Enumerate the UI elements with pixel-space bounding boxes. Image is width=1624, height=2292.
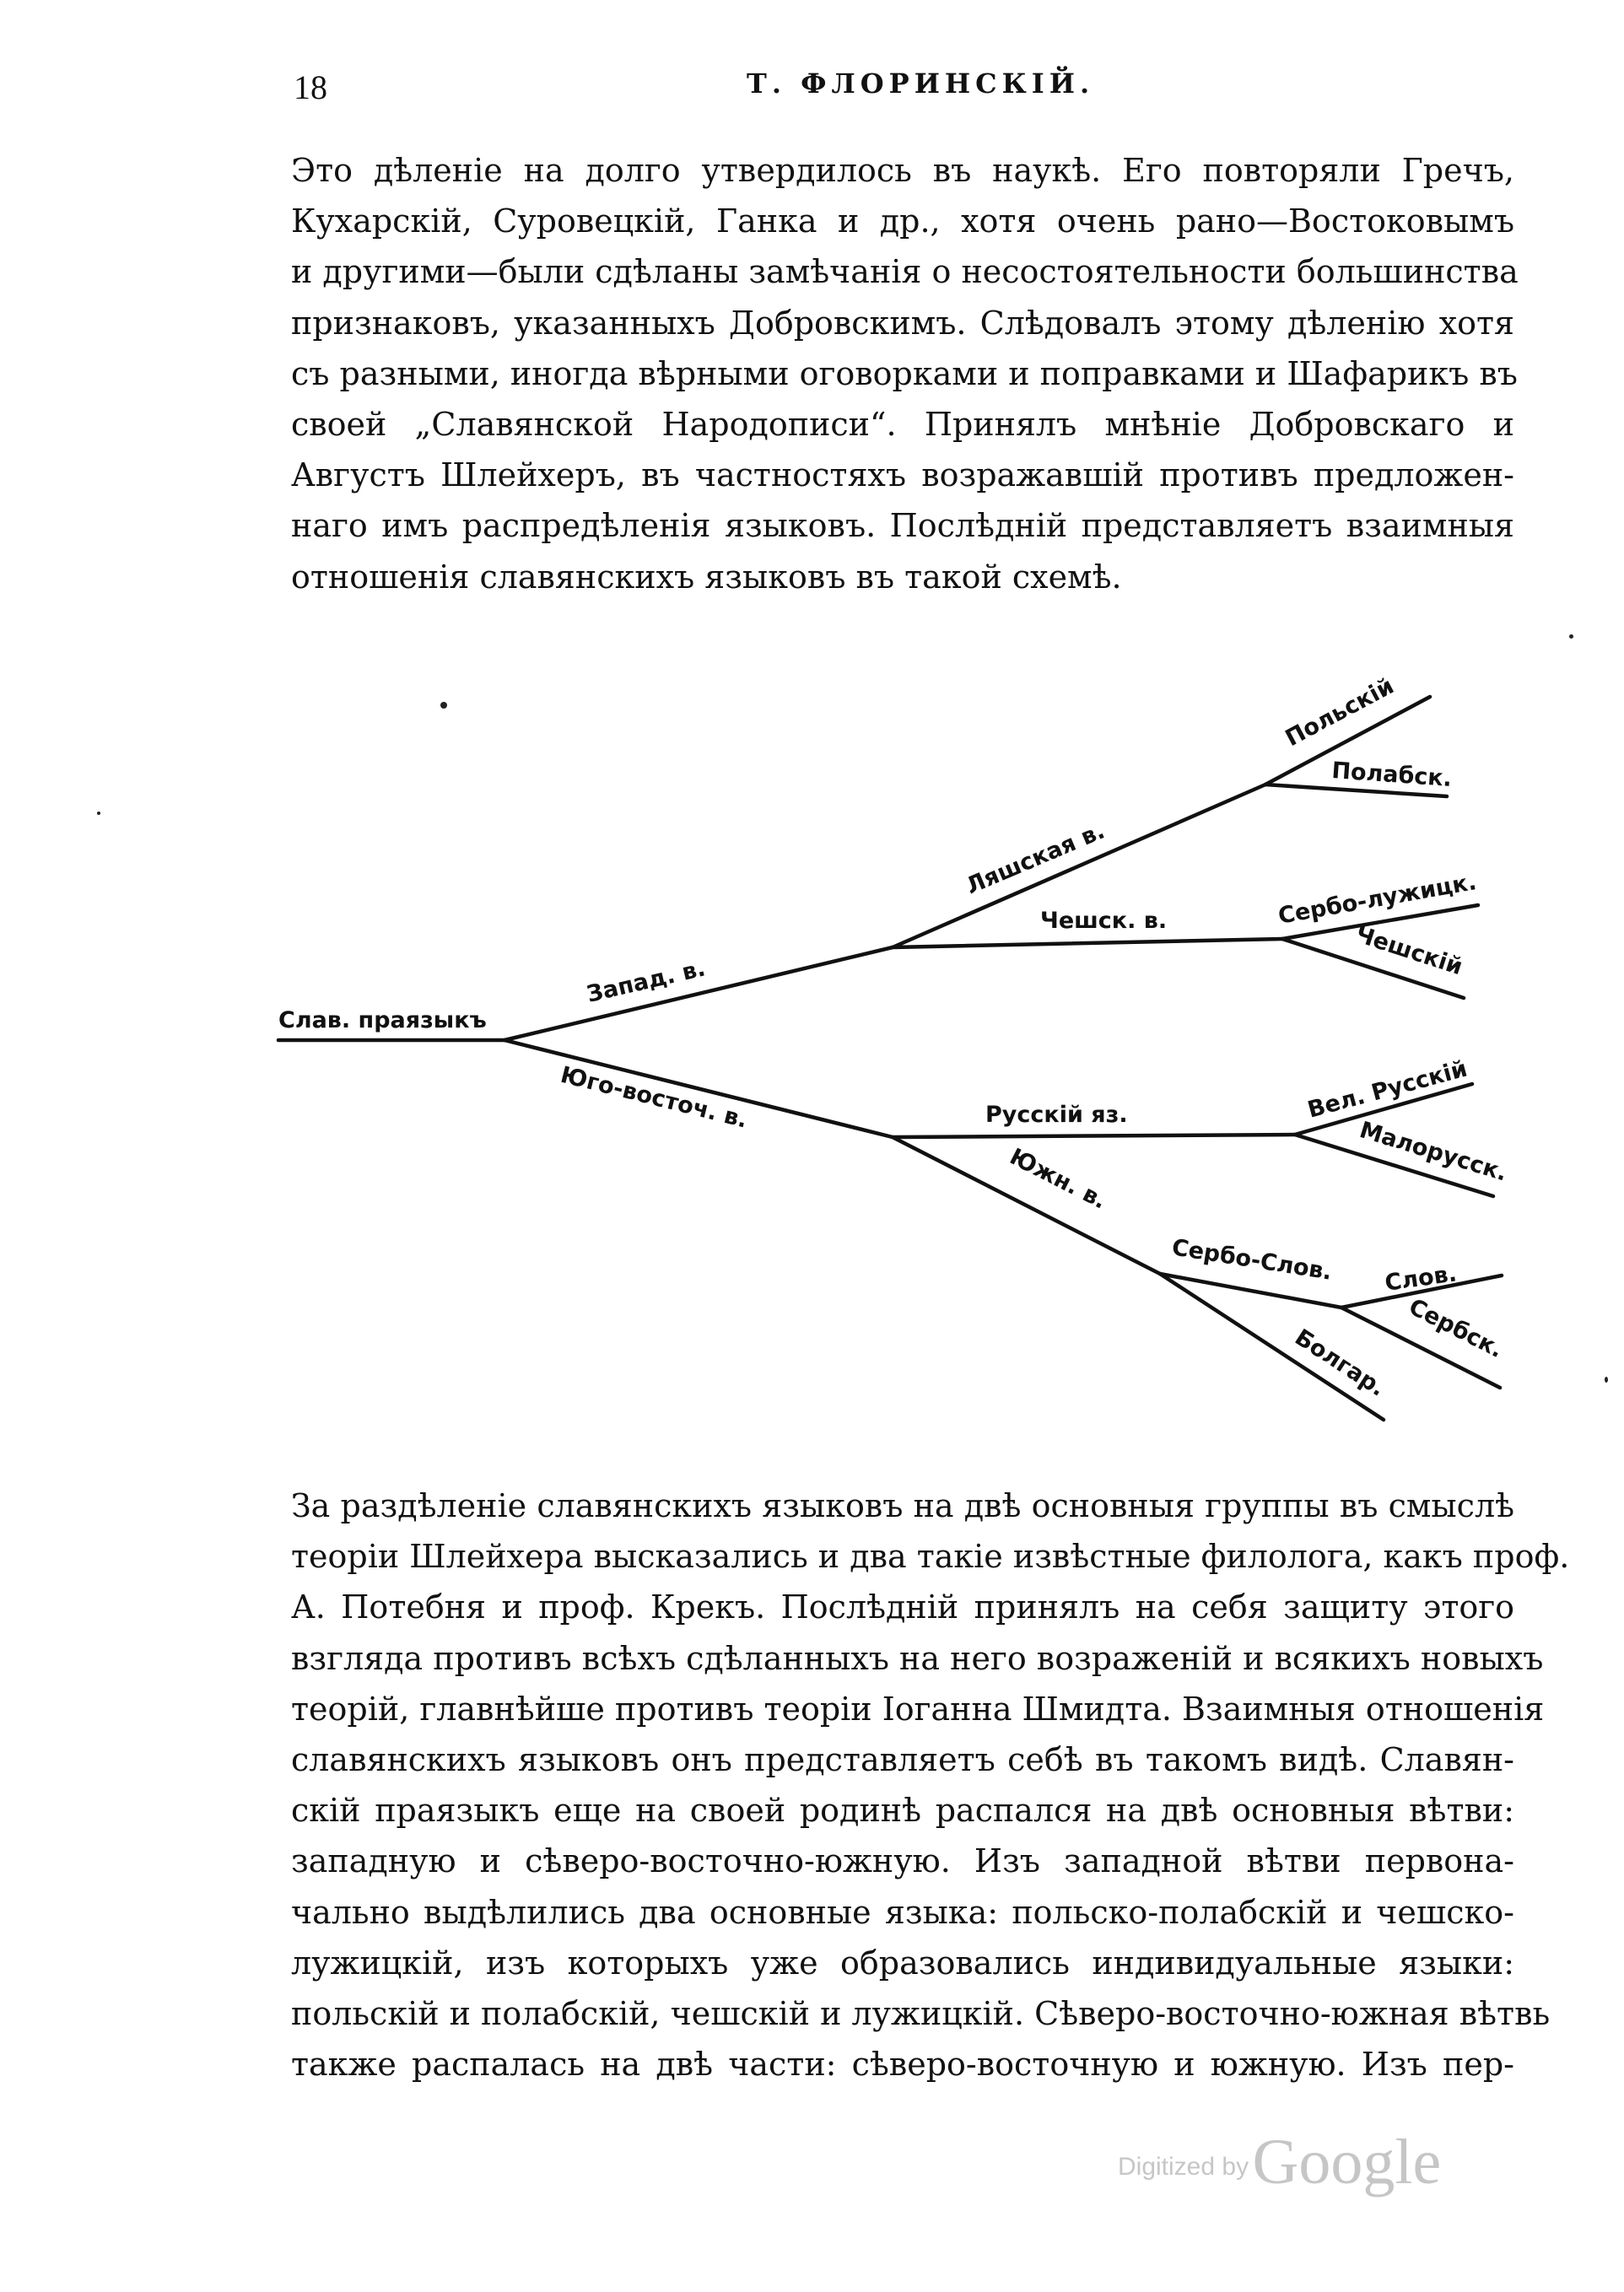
czech-label: Чешскій: [1352, 921, 1466, 981]
text-line: также распалась на двѣ части: сѣверо-восточную и южную. Изъ пер-: [291, 2046, 1514, 2084]
text-line: польскій и полабскій, чешскій и лужицкій. Сѣверо-восточно-южная вѣтвь: [291, 1995, 1551, 2033]
lechitic-label: Ляшская в.: [962, 817, 1109, 900]
slovene-label: Слов.: [1383, 1260, 1459, 1297]
scan-speck: [440, 702, 447, 709]
czech-branch-label: Чешск. в.: [1040, 908, 1168, 934]
serbian-label: Сербск.: [1404, 1293, 1508, 1364]
google-logo-text: Google: [1252, 2127, 1442, 2198]
text-line: наго имъ распредѣленія языковъ. Послѣдній представляетъ взаимныя: [291, 507, 1514, 545]
page-number: 18: [294, 68, 327, 106]
language-tree-diagram: [0, 658, 1624, 1451]
sorbian-label: Сербо-лужицк.: [1276, 869, 1479, 930]
watermark-prefix: Digitized by: [1118, 2153, 1249, 2181]
text-line: признаковъ, указанныхъ Добровскимъ. Слѣдовалъ этому дѣленію хотя: [291, 304, 1514, 342]
text-line: Августъ Шлейхеръ, въ частностяхъ возражавшій противъ предложен-: [291, 456, 1514, 494]
west-branch-label: Запад. в.: [584, 955, 709, 1008]
text-line: Кухарскій, Суровецкій, Ганка и др., хотя очень рано—Востоковымъ: [291, 202, 1514, 240]
text-line: скій праязыкъ еще на своей родинѣ распался на двѣ основныя вѣтви:: [291, 1792, 1514, 1830]
russian-line: [893, 1135, 1295, 1137]
text-line: славянскихъ языковъ онъ представляетъ себѣ въ такомъ видѣ. Славян-: [291, 1741, 1514, 1779]
serbo-slov-label: Сербо-Слов.: [1169, 1234, 1334, 1286]
scan-speck: [97, 812, 100, 815]
scan-speck: [1569, 634, 1573, 639]
text-line: съ разными, иногда вѣрными оговорками и поправками и Шафарикъ въ: [291, 354, 1518, 392]
text-line: взгляда противъ всѣхъ сдѣланныхъ на него возраженій и всякихъ новыхъ: [291, 1639, 1544, 1677]
scan-speck: [1605, 1377, 1608, 1383]
digitized-by-google-watermark: [1118, 2126, 1441, 2199]
text-line: западную и сѣверо-восточно-южную. Изъ западной вѣтви первона-: [291, 1842, 1514, 1880]
text-line: теорій, главнѣйше противъ теоріи Іоганна Шмидта. Взаимныя отношенія: [291, 1690, 1545, 1728]
running-title: Т. ФЛОРИНСКІЙ.: [747, 67, 1095, 100]
polish-label: Польскій: [1281, 672, 1399, 752]
russian-lang-label: Русскій яз.: [985, 1102, 1128, 1128]
text-line: За раздѣленіе славянскихъ языковъ на двѣ основныя группы въ смыслѣ: [291, 1487, 1514, 1524]
text-line: и другими—были сдѣланы замѣчанія о несостоятельности большинства: [291, 253, 1519, 291]
text-line: чально выдѣлились два основные языка: польско-полабскій и чешско-: [291, 1893, 1514, 1931]
root-label: Слав. праязыкъ: [278, 1007, 487, 1033]
southeast-branch-line: [504, 1040, 893, 1137]
text-line: своей „Славянской Народописи“. Принялъ мнѣніе Добровскаго и: [291, 406, 1514, 444]
south-branch-label: Южн. в.: [1005, 1143, 1111, 1215]
czech-branch-line: [893, 939, 1282, 947]
great-russian-label: Вел. Русскій: [1304, 1055, 1470, 1124]
text-line: отношенія славянскихъ языковъ въ такой схемѣ.: [291, 558, 1122, 596]
little-russian-label: Малорусск.: [1356, 1117, 1511, 1187]
bulgarian-label: Болгар.: [1290, 1324, 1390, 1402]
southeast-branch-label: Юго-восточ. в.: [558, 1061, 751, 1134]
text-line: теоріи Шлейхера высказались и два такіе извѣстные филолога, какъ проф.: [291, 1538, 1570, 1576]
text-line: Это дѣленіе на долго утвердилось въ наукѣ. Его повторяли Гречъ,: [291, 152, 1514, 189]
paragraph-bottom: [291, 1480, 1570, 2090]
text-line: лужицкій, изъ которыхъ уже образовались индивидуальные языки:: [291, 1944, 1514, 1982]
text-line: А. Потебня и проф. Крекъ. Послѣдній принялъ на себя защиту этого: [291, 1588, 1514, 1626]
paragraph-top: [291, 145, 1519, 602]
polabian-label: Полабск.: [1330, 758, 1453, 792]
